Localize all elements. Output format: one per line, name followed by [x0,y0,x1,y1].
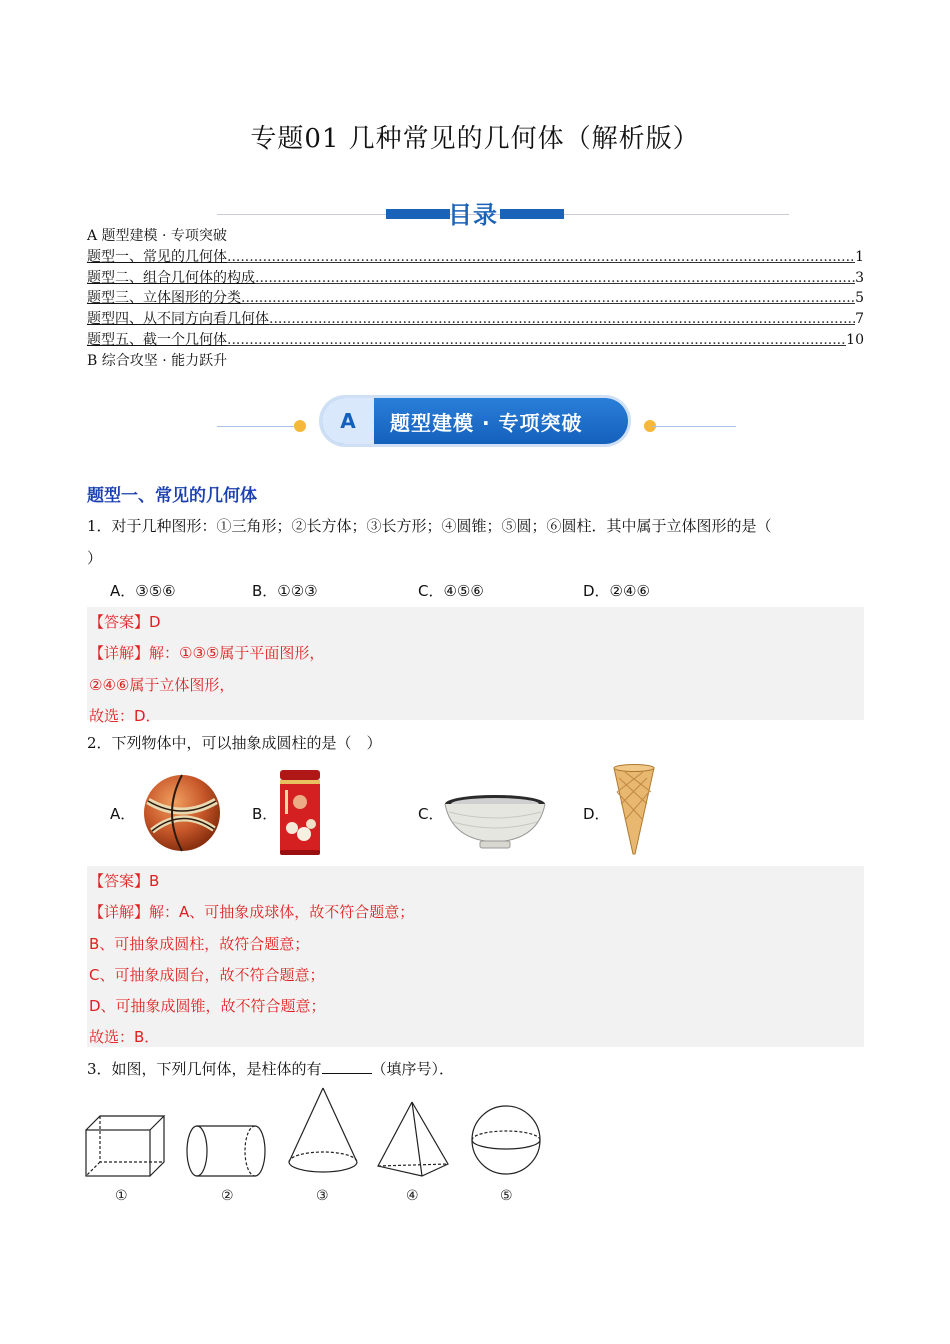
question-2-text: 2．下列物体中，可以抽象成圆柱的是（ ） [87,734,382,752]
q1-answer: 【答案】D [89,613,161,631]
document-title: 专题01 几种常见的几何体（解析版） [250,124,700,154]
q1-option-b[interactable]: B．①②③ [252,582,318,600]
q2-answer-box [87,866,864,1047]
toc-part-a: A 题型建模 · 专项突破 [87,228,227,244]
toc-leader [255,268,855,289]
figure-label-2: ② [221,1188,234,1204]
toc-leader [269,309,855,330]
question-1-text: 1．对于几种图形：①三角形；②长方体；③长方形；④圆锥；⑤圆；⑥圆柱．其中属于立体图形的是（ [87,517,772,535]
toc-item-page: 7 [855,311,864,328]
toc-leader [241,288,855,309]
question-1-stem [87,510,864,574]
toc-item-page: 10 [846,331,864,348]
sphere-figure [470,1104,542,1176]
q1-option-a[interactable]: A．③⑤⑥ [110,582,176,600]
toc-item-label: 题型五、截一个几何体 [87,331,227,348]
q2-answer: 【答案】B [89,872,160,890]
toc-leader [227,330,846,351]
q2-option-a[interactable]: A． [110,805,136,823]
figure-label-3: ③ [316,1188,329,1204]
ice-cream-cone-image [613,764,655,856]
cuboid-figure [84,1114,166,1178]
question-1-text-tail: ） [87,549,103,567]
basketball-image [142,773,222,853]
toc-item-label: 题型四、从不同方向看几何体 [87,311,269,328]
pyramid-figure [376,1100,452,1178]
q3-stem-pre: 3．如图，下列几何体，是柱体的有 [87,1060,322,1078]
q2-option-b[interactable]: B． [252,805,278,823]
q1-option-c[interactable]: C．④⑤⑥ [418,582,484,600]
toc-bar-right [500,209,564,219]
q2-option-c[interactable]: C． [418,805,444,823]
toc-item-5[interactable] [87,330,864,351]
toc-item-label: 题型一、常见的几何体 [87,248,227,265]
q2-explain-line: B、可抽象成圆柱，故符合题意； [89,934,310,953]
q1-explain-line: 【详解】解：①③⑤属于平面图形， [89,644,325,663]
toc-item-label: 题型三、立体图形的分类 [87,290,241,307]
question-3-text [87,1053,864,1085]
section-banner [322,398,628,444]
q1-explain-line: ②④⑥属于立体图形， [89,675,235,694]
toc-leader [227,247,855,268]
q2-explain-line: 【详解】解：A、可抽象成球体，故不符合题意； [89,903,415,922]
cone-figure [287,1086,359,1176]
banner-letter: A [322,398,374,444]
q1-answer-box [87,607,864,725]
section-heading: 题型一、常见的几何体 [87,486,257,506]
toc-item-page: 5 [855,290,864,307]
toc-item-page: 1 [855,248,864,265]
banner-line-left [217,426,301,427]
toc-item-2[interactable] [87,268,864,289]
toc-heading: 目录 [448,201,498,229]
figure-label-5: ⑤ [500,1188,513,1204]
toc-item-page: 3 [855,269,864,286]
answer-blank[interactable] [322,1059,372,1074]
q2-explain-line: C、可抽象成圆台，故不符合题意； [89,965,325,984]
table-of-contents [87,226,864,372]
q1-option-d[interactable]: D．②④⑥ [583,582,650,600]
q2-explain-line: D、可抽象成圆锥，故不符合题意； [89,997,326,1016]
toc-item-1[interactable] [87,247,864,268]
q2-explain-line: 故选：B． [89,1028,160,1047]
figure-label-1: ① [115,1188,128,1204]
toc-item-4[interactable] [87,309,864,330]
toc-part-b: B 综合攻坚 · 能力跃升 [87,352,228,369]
banner-text: 题型建模 · 专项突破 [390,410,583,435]
q1-explain-line: 故选：D． [89,706,161,725]
toc-item-3[interactable] [87,288,864,309]
tea-can-image [278,770,322,856]
banner-dot-left [294,420,306,432]
q3-stem-post: （填序号）． [371,1060,455,1078]
bowl-image [444,794,546,854]
q2-option-d[interactable]: D． [583,805,610,823]
toc-bar-left [386,209,450,219]
cylinder-figure [185,1124,267,1178]
figure-label-4: ④ [406,1188,419,1204]
banner-line-right [652,426,736,427]
toc-item-label: 题型二、组合几何体的构成 [87,269,255,286]
